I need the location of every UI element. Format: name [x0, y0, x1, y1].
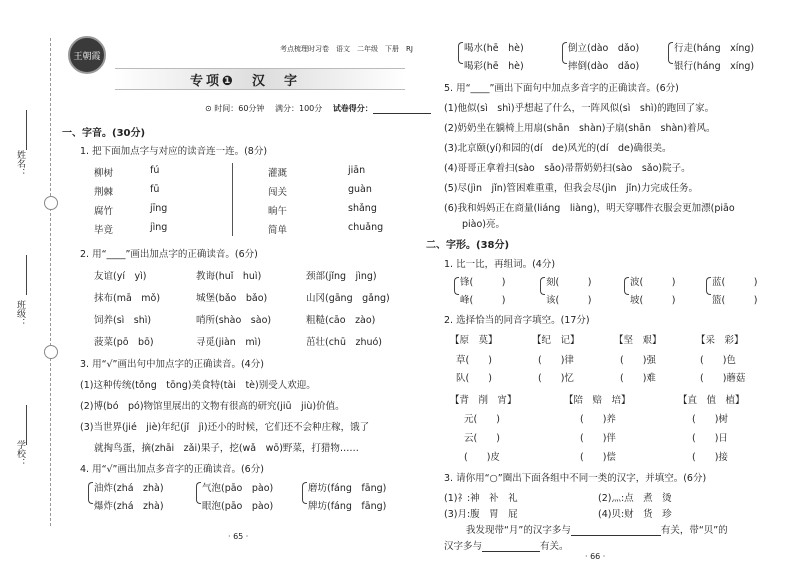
fill-blank[interactable]: ( )日 [692, 433, 728, 444]
binding-hole-icon [44, 196, 58, 210]
match-word: 柳树 [94, 168, 114, 179]
answer-blank[interactable] [571, 535, 661, 536]
match-word: 荆棘 [94, 187, 114, 198]
q5-line[interactable]: (4)哥哥正拿着扫(sào sǎo)帚帮奶奶扫(sào sǎo)院子。 [444, 163, 691, 174]
logo-text: 王朝霞 [73, 51, 101, 62]
classify-group[interactable]: (2)灬:点 煮 烫 [598, 493, 672, 504]
section-1-heading: 一、字音。(30分) [62, 128, 146, 139]
school-label: 学校： [15, 440, 25, 467]
q2-item[interactable]: 颈部(jǐng jìng) [306, 271, 377, 282]
section-2-heading: 二、字形。(38分) [426, 240, 510, 251]
fill-blank[interactable]: ( )养 [580, 414, 616, 425]
q4-item[interactable]: 眼泡(pāo pào) [202, 501, 274, 512]
match-pinyin: jìng [150, 222, 168, 233]
q5-line[interactable]: (3)北京颐(yí)和园的(dí de)风光的(dí de)确很美。 [444, 143, 672, 154]
q4-item[interactable]: 油炸(zhá zhà) [94, 483, 164, 494]
q2-item[interactable]: 菠菜(pō bō) [94, 337, 154, 348]
binding-hole-icon [44, 345, 58, 359]
q2-item[interactable]: 城堡(bǎo bǎo) [196, 293, 268, 304]
q4-item[interactable]: 行走(háng xíng) [674, 43, 755, 54]
classify-group[interactable]: (1)礻:神 补 礼 [444, 493, 518, 504]
answer-blank[interactable] [482, 551, 540, 552]
q2-item[interactable]: 友谊(yí yì) [94, 271, 147, 282]
fill-blank[interactable]: 队( ) [456, 373, 492, 384]
brace-icon [668, 42, 673, 64]
q4-item[interactable]: 磨坊(fáng fāng) [308, 483, 387, 494]
q4-item[interactable]: 银行(háng xíng) [674, 61, 755, 72]
series-label: 考点梳理时习卷 语文 二年级 下册 RJ [280, 45, 413, 53]
q5-line[interactable]: (6)我和妈妈正在商量(liáng liàng)，明天穿哪件衣服会更加漂(piāo [444, 203, 735, 214]
fill-blank[interactable]: 草( ) [456, 355, 492, 366]
score-label: 试卷得分： [332, 104, 373, 113]
classify-group[interactable]: (3)月:腹 胃 屁 [444, 509, 518, 520]
match-pinyin: fū [150, 184, 160, 195]
match-word: 闯关 [268, 187, 288, 198]
school-field[interactable] [26, 405, 27, 445]
q2-item[interactable]: 饲养(sì shì) [94, 315, 152, 326]
q2-prompt: 2. 用“____”画出加点字的正确读音。(6分) [80, 249, 258, 260]
brace-icon [458, 42, 463, 64]
brace-icon [88, 482, 93, 504]
q3-line[interactable]: (2)博(bó pó)物馆里展出的文物有很高的研究(jiū jiù)价值。 [80, 401, 345, 412]
q2-item[interactable]: 山冈(gāng gǎng) [306, 293, 390, 304]
class-label: 班级： [15, 300, 25, 327]
match-word: 简单 [268, 225, 288, 236]
fill-blank[interactable]: ( )强 [620, 355, 656, 366]
q3-line[interactable]: 就掏鸟蛋，摘(zhāi zǎi)果子，挖(wǎ wō)野菜，打猎物…… [94, 443, 359, 454]
char-group: 【坚 艰】 [614, 335, 662, 346]
compare-char: 篮( ) [712, 295, 758, 306]
s2-q2-prompt: 2. 选择恰当的同音字填空。(17分) [444, 315, 590, 326]
s2-q1-prompt: 1. 比一比，再组词。(4分) [444, 259, 556, 270]
q2-item[interactable]: 粗糙(cāo zào) [306, 315, 376, 326]
classify-group[interactable]: (4)贝:财 货 珍 [598, 509, 672, 520]
q3-line[interactable]: (1)这种传统(tǒng tōng)美食特(tài tè)别受人欢迎。 [80, 380, 316, 391]
compare-char: 坡( ) [630, 295, 676, 306]
brace-icon [562, 42, 567, 64]
fill-blank[interactable]: ( )树 [692, 414, 728, 425]
match-divider [232, 163, 233, 236]
q5-line[interactable]: (1)他似(sì shì)乎想起了什么，一阵风似(sì shì)的跑回了家。 [444, 103, 715, 114]
char-group: 【纪 记】 [532, 335, 580, 346]
binding-line [50, 38, 51, 526]
q3-prompt: 3. 用“√”画出句中加点字的正确读音。(4分) [80, 359, 264, 370]
q4-item[interactable]: 喝彩(hē hè) [464, 61, 524, 72]
compare-char: 该( ) [546, 295, 592, 306]
char-group: 【背 削 宵】 [450, 395, 517, 406]
score-field[interactable] [373, 113, 431, 114]
brand-logo [68, 36, 106, 74]
match-pinyin: shǎng [348, 203, 377, 214]
match-word: 腐竹 [94, 206, 114, 217]
fill-sentence: 我发现带“月”的汉字多与 有关，带“贝”的 [466, 525, 728, 536]
time-limit: 时间：60分钟 [214, 104, 265, 113]
compare-char: 波( ) [630, 277, 676, 288]
compare-char: 刻( ) [546, 277, 592, 288]
class-field[interactable] [26, 255, 27, 295]
q4-item[interactable]: 喝水(hē hè) [464, 43, 524, 54]
match-pinyin: jiān [348, 165, 366, 176]
match-pinyin: chuǎng [348, 222, 384, 233]
match-word: 灌溉 [268, 168, 288, 179]
q4-item[interactable]: 摔倒(dào dǎo) [568, 61, 640, 72]
char-group: 【陪 赔 培】 [564, 395, 631, 406]
fill-blank[interactable]: ( )接 [692, 452, 728, 463]
compare-char: 锋( ) [460, 277, 506, 288]
fill-sentence: 汉字多与 有关。 [444, 541, 569, 552]
q5-line[interactable]: piào)亮。 [462, 219, 506, 230]
brace-icon [540, 277, 545, 295]
s2-q3-prompt: 3. 请你用“○”圈出下面各组中不同一类的汉字，并填空。(6分) [444, 473, 707, 484]
brace-icon [706, 277, 711, 295]
q4-item[interactable]: 牌坊(fáng fāng) [308, 501, 387, 512]
match-pinyin: jīng [150, 203, 168, 214]
q4-prompt: 4. 用“√”画出加点多音字的正确读音。(6分) [80, 464, 264, 475]
compare-char: 峰( ) [460, 295, 506, 306]
match-pinyin: guàn [348, 184, 372, 195]
q2-item[interactable]: 教诲(huǐ huì) [196, 271, 262, 282]
q5-line[interactable]: (2)奶奶坐在躺椅上用扇(shān shàn)子扇(shān shàn)着风。 [444, 123, 716, 134]
clock-icon: ⊙ [205, 104, 212, 113]
fill-blank[interactable]: ( )偿 [580, 452, 616, 463]
brace-icon [454, 277, 459, 295]
char-group: 【原 莫】 [450, 335, 498, 346]
q4-item[interactable]: 倒立(dào dǎo) [568, 43, 640, 54]
q2-item[interactable]: 抹布(mā mǒ) [94, 293, 161, 304]
page-title: 专项❶ 汉 字 [190, 74, 301, 89]
char-group: 【直 值 植】 [678, 395, 745, 406]
fill-blank[interactable]: 云( ) [464, 433, 500, 444]
full-score: 满分：100分 [274, 104, 323, 113]
fill-blank[interactable]: ( )忆 [538, 373, 574, 384]
q5-line[interactable]: (5)尽(jìn jǐn)管困难重重，但我会尽(jìn jǐn)力完成任务。 [444, 183, 698, 194]
q2-item[interactable]: 哨所(shào sào) [196, 315, 272, 326]
q5-prompt: 5. 用“____”画出下面句中加点多音字的正确读音。(6分) [444, 83, 679, 94]
q2-item[interactable]: 寻觅(jiàn mì) [196, 337, 261, 348]
name-label: 姓名： [15, 150, 25, 177]
fill-blank[interactable]: ( )皮 [464, 452, 500, 463]
fill-blank[interactable]: ( )律 [538, 355, 574, 366]
q2-item[interactable]: 茁壮(chū zhuó) [306, 337, 383, 348]
q4-item[interactable]: 气泡(pāo pào) [202, 483, 274, 494]
fill-blank[interactable]: 元( ) [464, 414, 500, 425]
page-number-right: · 66 · [585, 552, 606, 561]
q3-line[interactable]: (3)当世界(jié jiè)年纪(jǐ jì)还小的时候，它们还不会种庄稼，饿了 [80, 422, 370, 433]
fill-blank[interactable]: ( )色 [700, 355, 736, 366]
fill-blank[interactable]: ( )蘑菇 [700, 373, 746, 384]
brace-icon [624, 277, 629, 295]
brace-icon [302, 482, 307, 504]
match-word: 晌午 [268, 206, 288, 217]
char-group: 【采 彩】 [696, 335, 744, 346]
q4-item[interactable]: 爆炸(zhá zhà) [94, 501, 164, 512]
page-number-left: · 65 · [228, 532, 249, 541]
fill-blank[interactable]: ( )难 [620, 373, 656, 384]
match-word: 毕竟 [94, 225, 114, 236]
fill-blank[interactable]: ( )伴 [580, 433, 616, 444]
q1-prompt: 1. 把下面加点字与对应的读音连一连。(8分) [80, 146, 268, 157]
match-pinyin: fú [150, 165, 160, 176]
compare-char: 蓝( ) [712, 277, 758, 288]
exam-meta [205, 103, 431, 114]
brace-icon [196, 482, 201, 504]
name-field[interactable] [26, 110, 27, 150]
